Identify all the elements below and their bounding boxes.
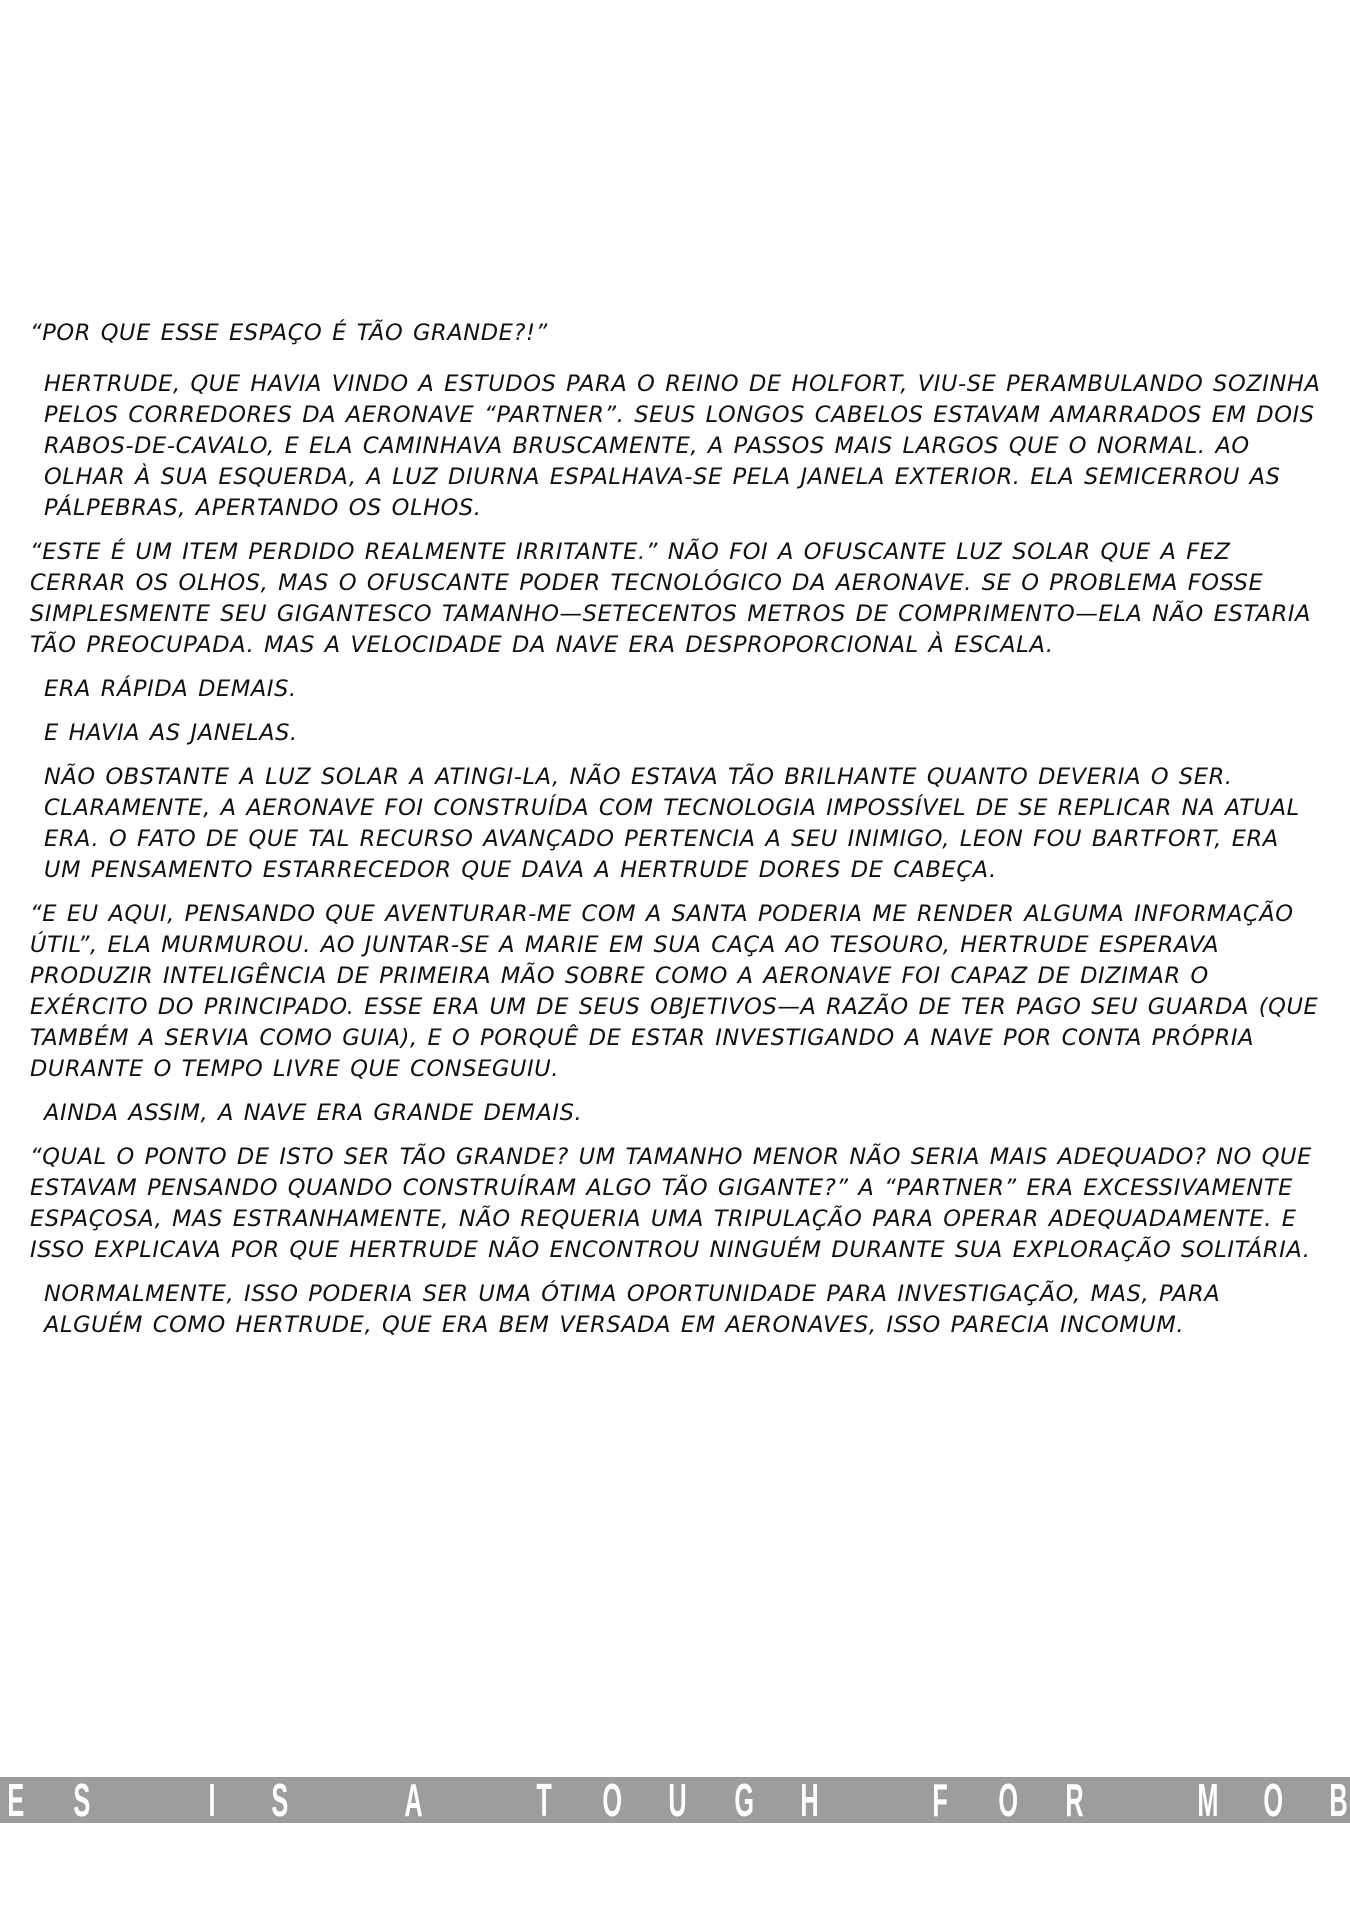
footer-letter: S [271,1777,289,1823]
paragraph-dialogue: “E EU AQUI, PENSANDO QUE AVENTURAR-ME COM A SANTA PODERIA ME RENDER ALGUMA INFORMAÇÃO ÚTIL”, ELA MURMUROU. AO JUNTAR-SE A MARIE EM SUA CAÇA AO TESOURO, HERTRUDE ESPERAVA PRODUZIR INTELIGÊNCIA DE PRIMEIRA MÃO SOBRE COMO A AERONAVE FOI CAPAZ DE DIZIMAR O EXÉRCITO DO PRINCIPADO. ESSE ERA UM DE SEUS OBJETIVOS—A RAZÃO DE TER PAGO SEU GUARDA (QUE TAMBÉM A SERVIA COMO GUIA), E O PORQUÊ DE ESTAR INVESTIGANDO A NAVE POR CONTA PRÓPRIA DURANTE O TEMPO LIVRE QUE CONSEGUIU. [30,901,1319,1082]
footer-letter: S [73,1777,91,1823]
footer-letter: A [403,1777,423,1823]
paragraph-dialogue: “ESTE É UM ITEM PERDIDO REALMENTE IRRITANTE.” NÃO FOI A OFUSCANTE LUZ SOLAR QUE A FEZ CERRAR OS OLHOS, MAS O OFUSCANTE PODER TECNOLÓGICO DA AERONAVE. SE O PROBLEMA FOSSE SIMPLESMENTE SEU GIGANTESCO TAMANHO—SETECENTOS METROS DE COMPRIMENTO—ELA NÃO ESTARIA TÃO PREOCUPADA. MAS A VELOCIDADE DA NAVE ERA DESPROPORCIONAL À ESCALA. [30,539,1312,658]
footer-letter: E [7,1777,25,1823]
footer-letter: R [1064,1777,1084,1823]
footer-letter: F [932,1777,949,1823]
footer-letter: O [1263,1777,1283,1823]
paragraph-narration: ERA RÁPIDA DEMAIS. [44,676,297,702]
footer-letter: O [602,1777,622,1823]
footer-title-band [0,1777,1350,1823]
paragraph-narration: NORMALMENTE, ISSO PODERIA SER UMA ÓTIMA OPORTUNIDADE PARA INVESTIGAÇÃO, MAS, PARA ALGUÉM COMO HERTRUDE, QUE ERA BEM VERSADA EM AERONAVES, ISSO PARECIA INCOMUM. [44,1281,1221,1338]
paragraph-narration: E HAVIA AS JANELAS. [44,720,298,746]
footer-letter: O [998,1777,1019,1823]
paragraph-narration: NÃO OBSTANTE A LUZ SOLAR A ATINGI-LA, NÃO ESTAVA TÃO BRILHANTE QUANTO DEVERIA O SER. CLARAMENTE, A AERONAVE FOI CONSTRUÍDA COM TECNOLOGIA IMPOSSÍVEL DE SE REPLICAR NA ATUAL ERA. O FATO DE QUE TAL RECURSO AVANÇADO PERTENCIA A SEU INIMIGO, LEON FOU BARTFORT, ERA UM PENSAMENTO ESTARRECEDOR QUE DAVA A HERTRUDE DORES DE CABEÇA. [44,764,1300,883]
footer-letter: T [536,1777,552,1823]
paragraph-narration: AINDA ASSIM, A NAVE ERA GRANDE DEMAIS. [44,1100,583,1126]
footer-letter: M [1197,1777,1219,1823]
footer-letter: H [800,1777,819,1823]
paragraph-narration: HERTRUDE, QUE HAVIA VINDO A ESTUDOS PARA O REINO DE HOLFORT, VIU-SE PERAMBULANDO SOZINHA PELOS CORREDORES DA AERONAVE “PARTNER”. SEUS LONGOS CABELOS ESTAVAM AMARRADOS EM DOIS RABOS-DE-CAVALO, E ELA CAMINHAVA BRUSCAMENTE, A PASSOS MAIS LARGOS QUE O NORMAL. AO OLHAR À SUA ESQUERDA, A LUZ DIURNA ESPALHAVA-SE PELA JANELA EXTERIOR. ELA SEMICERROU AS PÁLPEBRAS, APERTANDO OS OLHOS. [44,371,1321,521]
chapter-text [30,318,1325,1354]
paragraph-dialogue: “QUAL O PONTO DE ISTO SER TÃO GRANDE? UM TAMANHO MENOR NÃO SERIA MAIS ADEQUADO? NO QUE ESTAVAM PENSANDO QUANDO CONSTRUÍRAM ALGO TÃO GIGANTE?” A “PARTNER” ERA EXCESSIVAMENTE ESPAÇOSA, MAS ESTRANHAMENTE, NÃO REQUERIA UMA TRIPULAÇÃO PARA OPERAR ADEQUADAMENTE. E ISSO EXPLICAVA POR QUE HERTRUDE NÃO ENCONTROU NINGUÉM DURANTE SUA EXPLORAÇÃO SOLITÁRIA. [30,1144,1312,1263]
footer-letter: I [208,1777,216,1823]
footer-letter: B [1329,1777,1348,1823]
paragraph-dialogue: “POR QUE ESSE ESPAÇO É TÃO GRANDE?!” [30,320,548,346]
footer-letter: U [668,1777,687,1823]
footer-letter: G [734,1777,755,1823]
